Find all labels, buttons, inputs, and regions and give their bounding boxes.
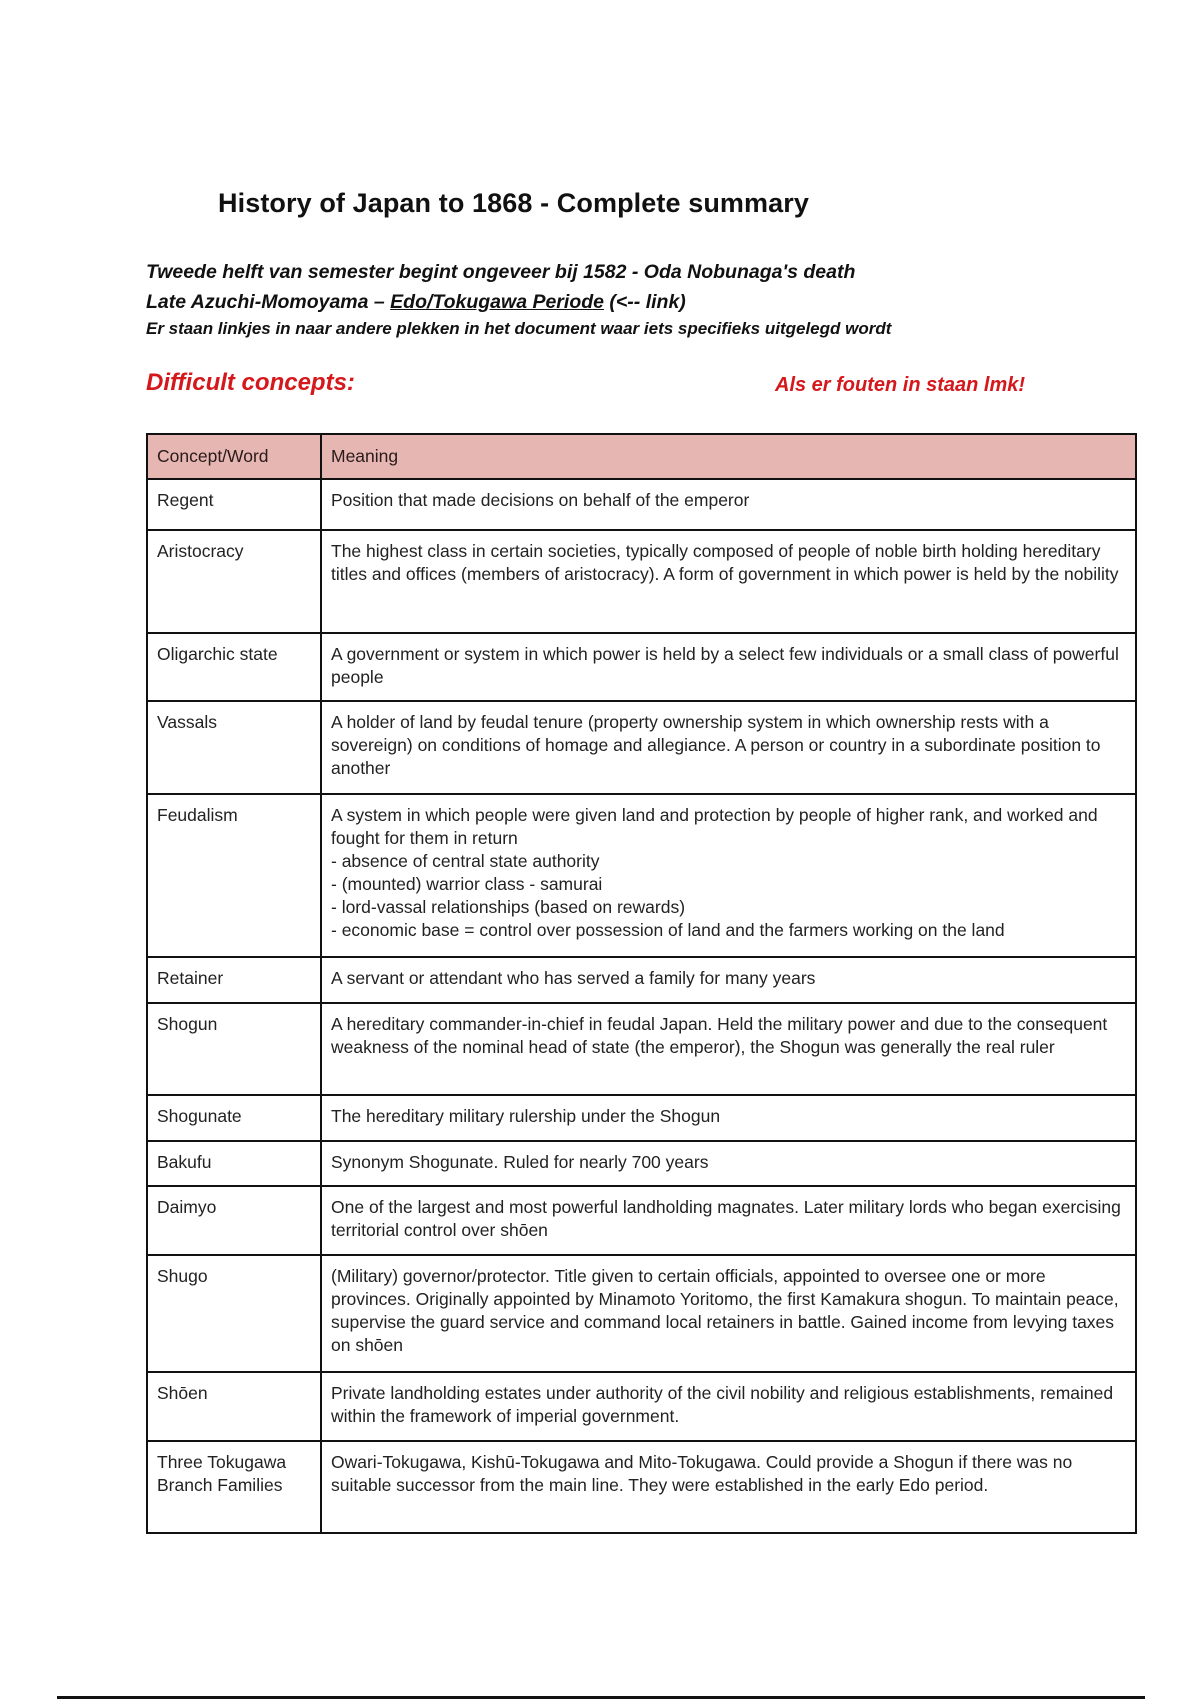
table-row bbox=[147, 1095, 1136, 1141]
table-row bbox=[147, 794, 1136, 957]
intro-line-period-prefix: Late Azuchi-Momoyama – bbox=[146, 291, 391, 313]
meaning-line: - lord-vassal relationships (based on rewards) bbox=[331, 897, 686, 917]
intro-line-semester: Tweede helft van semester begint ongeveer bij 1582 - Oda Nobunaga's death bbox=[146, 261, 856, 283]
column-header-concept: Concept/Word bbox=[147, 434, 321, 479]
section-heading-difficult-concepts: Difficult concepts: bbox=[146, 369, 355, 396]
meaning-line: The highest class in certain societies, typically composed of people of noble birth holding hereditary titles and offices (members of aristocracy). A form of government in which power is held by the nobility bbox=[331, 541, 1119, 584]
meaning-line: (Military) governor/protector. Title given to certain officials, appointed to oversee one or more provinces. Originally appointed by Minamoto Yoritomo, the first Kamakura shogun. To maintain peace, supervise the guard service and command local retainers in battle. Gained income from levying taxes on shōen bbox=[331, 1266, 1119, 1355]
concept-cell: Three Tokugawa Branch Families bbox=[147, 1441, 321, 1533]
meaning-cell bbox=[321, 957, 1136, 1003]
concept-cell: Regent bbox=[147, 479, 321, 530]
table-row bbox=[147, 1186, 1136, 1255]
concept-cell: Shōen bbox=[147, 1372, 321, 1441]
intro-line-links-note: Er staan linkjes in naar andere plekken in het document waar iets specifieks uitgelegd wordt bbox=[146, 319, 892, 338]
meaning-cell bbox=[321, 701, 1136, 794]
meaning-line: A servant or attendant who has served a family for many years bbox=[331, 968, 816, 988]
page-bottom-divider bbox=[57, 1696, 1145, 1699]
meaning-cell bbox=[321, 633, 1136, 701]
concept-cell: Oligarchic state bbox=[147, 633, 321, 701]
concepts-table-body bbox=[147, 479, 1136, 1533]
document-title: History of Japan to 1868 - Complete summary bbox=[218, 188, 809, 218]
table-row bbox=[147, 633, 1136, 701]
meaning-line: A government or system in which power is held by a select few individuals or a small class of powerful people bbox=[331, 644, 1119, 687]
table-row bbox=[147, 701, 1136, 794]
meaning-line: Owari-Tokugawa, Kishū-Tokugawa and Mito-Tokugawa. Could provide a Shogun if there was no suitable successor from the main line. They were established in the early Edo period. bbox=[331, 1452, 1073, 1495]
column-header-meaning: Meaning bbox=[321, 434, 1136, 479]
meaning-line: Synonym Shogunate. Ruled for nearly 700 years bbox=[331, 1152, 709, 1172]
intro-block bbox=[146, 257, 891, 341]
table-row bbox=[147, 1441, 1136, 1533]
intro-line-period-suffix: (<-- link) bbox=[604, 291, 686, 313]
table-header-row bbox=[147, 434, 1136, 479]
meaning-cell bbox=[321, 1003, 1136, 1095]
table-row bbox=[147, 957, 1136, 1003]
meaning-cell bbox=[321, 1255, 1136, 1372]
meaning-line: A hereditary commander-in-chief in feudal Japan. Held the military power and due to the consequent weakness of the nominal head of state (the emperor), the Shogun was generally the real ruler bbox=[331, 1014, 1108, 1057]
intro-line-period bbox=[146, 287, 891, 317]
meaning-line: The hereditary military rulership under the Shogun bbox=[331, 1106, 721, 1126]
meaning-cell bbox=[321, 1441, 1136, 1533]
concepts-table bbox=[146, 433, 1137, 1534]
meaning-cell bbox=[321, 530, 1136, 633]
meaning-cell bbox=[321, 1141, 1136, 1186]
meaning-cell bbox=[321, 1095, 1136, 1141]
meaning-line: - absence of central state authority bbox=[331, 851, 600, 871]
edo-tokugawa-periode-link[interactable]: Edo/Tokugawa Periode bbox=[390, 291, 604, 313]
section-note-errors: Als er fouten in staan lmk! bbox=[775, 374, 1026, 396]
table-row bbox=[147, 1003, 1136, 1095]
meaning-line: A holder of land by feudal tenure (property ownership system in which ownership rests with a sovereign) on conditions of homage and allegiance. A person or country in a subordinate position to another bbox=[331, 712, 1101, 778]
table-row bbox=[147, 1372, 1136, 1441]
meaning-line: - (mounted) warrior class - samurai bbox=[331, 874, 603, 894]
concept-cell: Vassals bbox=[147, 701, 321, 794]
meaning-cell bbox=[321, 1372, 1136, 1441]
concept-cell: Bakufu bbox=[147, 1141, 321, 1186]
concept-cell: Aristocracy bbox=[147, 530, 321, 633]
concept-cell: Shogunate bbox=[147, 1095, 321, 1141]
meaning-cell bbox=[321, 1186, 1136, 1255]
meaning-line: - economic base = control over possession of land and the farmers working on the land bbox=[331, 920, 1005, 940]
meaning-line: One of the largest and most powerful landholding magnates. Later military lords who began exercising territorial control over shōen bbox=[331, 1197, 1121, 1240]
table-row bbox=[147, 1141, 1136, 1186]
meaning-line: Position that made decisions on behalf of the emperor bbox=[331, 490, 750, 510]
concept-cell: Retainer bbox=[147, 957, 321, 1003]
meaning-line: A system in which people were given land and protection by people of higher rank, and worked and fought for them in return bbox=[331, 805, 1098, 848]
table-row bbox=[147, 479, 1136, 530]
concept-cell: Shogun bbox=[147, 1003, 321, 1095]
meaning-cell bbox=[321, 479, 1136, 530]
concept-cell: Daimyo bbox=[147, 1186, 321, 1255]
table-row bbox=[147, 530, 1136, 633]
table-row bbox=[147, 1255, 1136, 1372]
meaning-cell bbox=[321, 794, 1136, 957]
concept-cell: Shugo bbox=[147, 1255, 321, 1372]
concept-cell: Feudalism bbox=[147, 794, 321, 957]
meaning-line: Private landholding estates under authority of the civil nobility and religious establishments, remained within the framework of imperial government. bbox=[331, 1383, 1114, 1426]
